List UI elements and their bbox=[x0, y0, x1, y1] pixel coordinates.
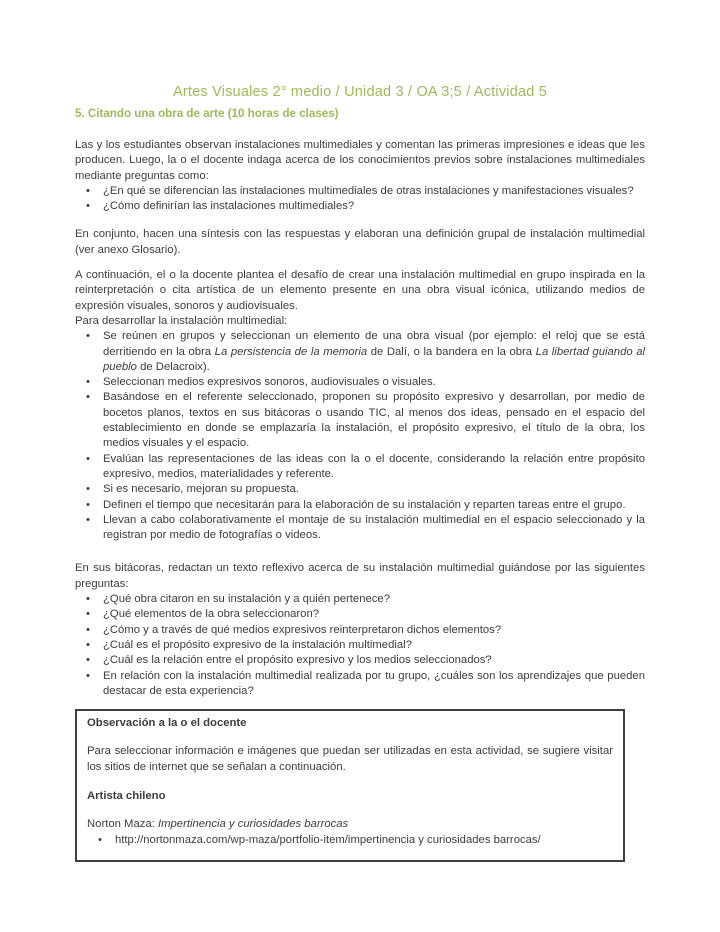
step-item: • Llevan a cabo colaborativamente el montaje de su instalación multimedial en el espacio seleccionado y la registran por medio de fotografías o videos. bbox=[75, 513, 645, 544]
reflection-question-item: • ¿Cuál es el propósito expresivo de la instalación multimedial? bbox=[75, 638, 645, 653]
artist-link-list bbox=[87, 833, 613, 848]
step-item: • Evalúan las representaciones de las ideas con la o el docente, considerando la relación entre propósito expresivo, medios, materialidades y referente. bbox=[75, 452, 645, 483]
step-item: • Definen el tiempo que necesitarán para la elaboración de su instalación y reparten tareas entre el grupo. bbox=[75, 498, 645, 513]
observation-box bbox=[75, 709, 625, 862]
artist-work-title: Impertinencia y curiosidades barrocas bbox=[157, 818, 349, 831]
challenge-paragraph: A continuación, el o la docente plantea el desafío de crear una instalación multimedial en grupo inspirada en la reinterpretación o cita artística de un elemento presente en una obra visual icónica, utilizando medios de expresión visuales, sonoros y audiovisuales. bbox=[75, 269, 645, 312]
artist-name-line bbox=[87, 817, 613, 832]
step-text: Se reúnen en grupos y seleccionan un elemento de una obra visual (por ejemplo: el reloj que se está derritiendo en la obra bbox=[103, 330, 645, 358]
steps-list bbox=[75, 329, 645, 543]
reflection-question-list bbox=[75, 592, 645, 699]
reflection-question-item: • En relación con la instalación multimedial realizada por tu grupo, ¿cuáles son los aprendizajes que pueden destacar de esta experiencia? bbox=[75, 669, 645, 700]
step-item: • Si es necesario, mejoran su propuesta. bbox=[75, 482, 645, 497]
artwork-title-italic: La libertad guiando al pueblo bbox=[103, 345, 646, 373]
step-item bbox=[75, 329, 645, 375]
steps-lead-in: Para desarrollar la instalación multimedial: bbox=[75, 314, 288, 327]
intro-paragraph: Las y los estudiantes observan instalaciones multimediales y comentan las primeras impresiones e ideas que les producen. Luego, la o el docente indaga acerca de los conocimientos previos sobre instalaciones multimediales mediante preguntas como: bbox=[75, 139, 645, 182]
synthesis-paragraph: En conjunto, hacen una síntesis con las respuestas y elaboran una definición grupal de instalación multimedial (ver anexo Glosario). bbox=[75, 228, 645, 256]
intro-question-item: • ¿En qué se diferencian las instalaciones multimediales de otras instalaciones y manifestaciones visuales? bbox=[75, 184, 645, 199]
artist-name: Norton Maza: bbox=[87, 818, 158, 831]
intro-question-item: • ¿Cómo definirían las instalaciones multimediales? bbox=[75, 199, 645, 214]
step-item: • Seleccionan medios expresivos sonoros, audiovisuales o visuales. bbox=[75, 375, 645, 390]
artist-section-heading: Artista chileno bbox=[87, 789, 166, 802]
step-text: de Delacroix). bbox=[136, 360, 210, 373]
reflection-paragraph: En sus bitácoras, redactan un texto reflexivo acerca de su instalación multimedial guiándose por las siguientes preguntas: bbox=[75, 562, 645, 590]
observation-heading: Observación a la o el docente bbox=[87, 717, 247, 730]
reflection-question-item: • ¿Qué elementos de la obra seleccionaron? bbox=[75, 607, 645, 622]
reflection-question-item: • ¿Cómo y a través de qué medios expresivos reinterpretaron dichos elementos? bbox=[75, 623, 645, 638]
artist-url-item[interactable]: • http://nortonmaza.com/wp-maza/portfolio-item/impertinencia y curiosidades barrocas/ bbox=[87, 833, 613, 848]
step-text: de Dalí, o la bandera en la obra bbox=[367, 345, 536, 358]
reflection-question-item: • ¿Cuál es la relación entre el propósito expresivo y los medios seleccionados? bbox=[75, 653, 645, 668]
activity-heading: 5. Citando una obra de arte (10 horas de clases) bbox=[75, 107, 339, 120]
observation-paragraph: Para seleccionar información e imágenes que puedan ser utilizadas en esta actividad, se sugiere visitar los sitios de internet que se señalan a continuación. bbox=[87, 745, 613, 773]
document-title: Artes Visuales 2° medio / Unidad 3 / OA 3;5 / Actividad 5 bbox=[173, 84, 547, 100]
reflection-question-item: • ¿Qué obra citaron en su instalación y a quién pertenece? bbox=[75, 592, 645, 607]
intro-question-list bbox=[75, 184, 645, 215]
artwork-title-italic: La persistencia de la memoria bbox=[214, 345, 368, 358]
step-item: • Basándose en el referente seleccionado, proponen su propósito expresivo y desarrollan, por medio de bocetos planos, textos en sus bitácoras o usando TIC, al menos dos ideas, pensado en el espacio del establecimiento en donde se emplazaría la instalación, el propósito expresivo, el título de la obra, los medios visuales y el espacio. bbox=[75, 390, 645, 451]
